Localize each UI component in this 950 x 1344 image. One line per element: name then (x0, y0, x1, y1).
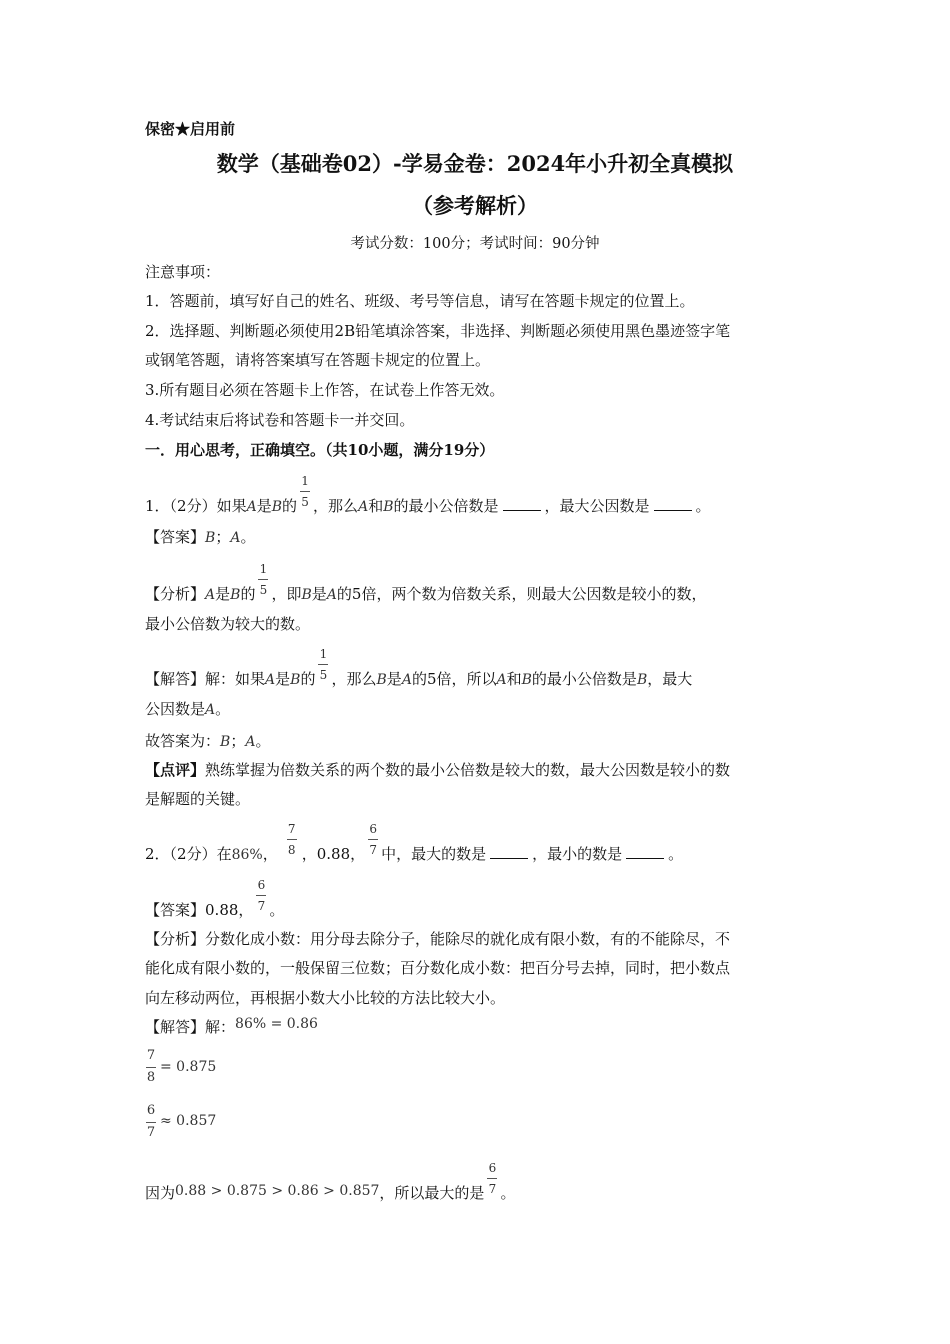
end-mark: 。 (215, 700, 231, 718)
equation: 86% = 0.86 (235, 1016, 318, 1032)
var-b: B (230, 587, 241, 603)
fraction-denominator: 7 (257, 899, 266, 913)
fraction-denominator: 5 (301, 495, 309, 509)
q2-stem-text: ，最小的数是 (532, 845, 623, 863)
q1-stem-text: 和 (368, 497, 384, 515)
solution-text: 公因数是 (145, 700, 206, 718)
answer-label: 【答案】 (145, 901, 206, 919)
q1-stem-text: 1．（2分）如果 (145, 497, 247, 515)
q2-solution (145, 1017, 318, 1038)
fraction-numerator: 1 (301, 474, 309, 488)
analysis-label: 【分析】 (145, 585, 206, 603)
separator: ， (262, 845, 278, 863)
comment-label: 【点评】 (145, 761, 206, 779)
equation: = 0.875 (160, 1059, 217, 1075)
solution-text: 的 (300, 670, 316, 688)
notes-heading: 注意事项： (145, 263, 221, 281)
analysis-text: 分数化成小数：用分母去除分子，能除尽的就化成有限小数，有的不能除尽，不 (205, 930, 731, 948)
var-b: B (383, 499, 394, 515)
var-a: A (265, 672, 276, 688)
fraction-numerator: 7 (287, 822, 296, 836)
analysis-text: 的 (240, 585, 256, 603)
q1-stem (145, 474, 711, 517)
fraction (486, 1161, 498, 1204)
note-4: 4.考试结束后将试卷和答题卡一并交回。 (145, 411, 415, 429)
var-a: A (246, 499, 257, 515)
q2-analysis-line3: 向左移动两位，再根据小数大小比较的方法比较大小。 (145, 989, 506, 1007)
var-a: A (230, 530, 241, 546)
answer-blank (503, 496, 541, 511)
end-mark: 。 (240, 528, 256, 546)
analysis-label: 【分析】 (145, 930, 206, 948)
fraction-numerator: 7 (146, 1048, 156, 1063)
note-2a: 2．选择题、判断题必须使用2B铅笔填涂答案，非选择、判断题必须使用黑色墨迹签字笔 (145, 322, 731, 340)
q1-analysis-line2: 最小公倍数为较大的数。 (145, 615, 311, 633)
q1-comment-line2: 是解题的关键。 (145, 790, 251, 808)
solution-text: 的最小公倍数是 (531, 670, 637, 688)
var-b: B (220, 734, 231, 750)
fraction-denominator: 7 (146, 1125, 156, 1140)
document-title: 数学（基础卷02）-学易金卷：2024年小升初全真模拟 (216, 151, 734, 176)
exam-info: 考试分数：100分；考试时间：90分钟 (350, 236, 600, 252)
separator: ； (215, 528, 231, 546)
q2-conclusion (145, 1161, 516, 1204)
note-1: 1．答题前，填写好自己的姓名、班级、考号等信息，请写在答题卡规定的位置上。 (145, 292, 695, 310)
inequality: 0.88 > 0.875 > 0.86 > 0.857 (175, 1183, 380, 1199)
solution-label: 【解答】 (145, 1018, 206, 1036)
q1-stem-text: ，最大公因数是 (544, 497, 650, 515)
solution-text: 是 (275, 670, 291, 688)
q2-analysis (145, 929, 730, 949)
fraction-numerator: 6 (488, 1161, 497, 1175)
solution-label: 【解答】 (145, 670, 206, 688)
note-2b: 或钢笔答题，请将答案填写在答题卡规定的位置上。 (145, 351, 491, 369)
q1-comment (145, 760, 730, 780)
var-b: B (301, 587, 312, 603)
solution-text: 解：如果 (205, 670, 266, 688)
var-b: B (290, 672, 301, 688)
analysis-text: ，即 (271, 585, 302, 603)
var-b: B (205, 530, 216, 546)
q1-stem-text: 是 (256, 497, 272, 515)
fraction-numerator: 1 (259, 562, 268, 576)
note-3: 3.所有题目必须在答题卡上作答，在试卷上作答无效。 (145, 381, 505, 399)
var-b: B (271, 499, 283, 515)
q1-solution (145, 647, 693, 690)
comment-text: 熟练掌握为倍数关系的两个数的最小公倍数是较大的数，最大公因数是较小的数 (205, 761, 731, 779)
analysis-text: 是 (215, 585, 231, 603)
q2-stem-text: 中，最大的数是 (381, 845, 487, 863)
var-a: A (205, 702, 216, 718)
var-a: A (358, 499, 369, 515)
fraction (299, 474, 311, 517)
var-b: B (376, 672, 387, 688)
fraction-denominator: 5 (319, 668, 328, 682)
document-subtitle: （参考解析） (412, 193, 538, 218)
var-a: A (245, 734, 256, 750)
q1-stem-text: 的最小公倍数是 (393, 497, 499, 515)
answer-text: 0.88， (205, 901, 254, 919)
q1-stem-text: ，那么 (313, 497, 359, 515)
q2-stem-text: 。 (668, 845, 684, 863)
solution-text: 和 (506, 670, 522, 688)
equation: ≈ 0.857 (160, 1113, 217, 1129)
q1-analysis (145, 562, 707, 605)
fraction-numerator: 6 (257, 878, 266, 892)
final-text: 故答案为： (145, 732, 221, 750)
end-mark: 。 (269, 901, 285, 919)
answer-blank (626, 844, 664, 859)
fraction-denominator: 8 (146, 1070, 156, 1085)
var-b: B (636, 672, 648, 688)
end-mark: 。 (255, 732, 271, 750)
solution-text: 的5倍，所以 (411, 670, 497, 688)
answer-blank (654, 496, 692, 511)
q1-stem-text: 的 (282, 497, 298, 515)
var-a: A (401, 672, 412, 688)
q2-stem (145, 822, 684, 865)
fraction-bar (146, 1122, 156, 1123)
solution-text: 是 (386, 670, 402, 688)
conclusion-text: 因为 (145, 1184, 176, 1202)
solution-text: ，最大 (647, 670, 693, 688)
fraction (286, 822, 298, 865)
end-mark: 。 (500, 1184, 516, 1202)
fraction-denominator: 7 (369, 843, 377, 857)
q2-analysis-line2: 能化成有限小数的，一般保留三位数；百分数化成小数：把百分号去掉，同时，把小数点 (145, 959, 731, 977)
separator: ； (230, 732, 246, 750)
var-b: B (521, 672, 532, 688)
q1-solution-line2 (145, 699, 230, 720)
conclusion-text: ，所以最大的是 (379, 1184, 485, 1202)
solution-text: 解： (205, 1018, 236, 1036)
fraction (317, 647, 329, 690)
var-a: A (205, 587, 216, 603)
answer-blank (490, 844, 528, 859)
var-a: A (326, 587, 337, 603)
fraction (255, 878, 267, 921)
fraction-denominator: 8 (287, 843, 296, 857)
var-a: A (496, 672, 507, 688)
q1-stem-text: 。 (695, 497, 711, 515)
fraction (257, 562, 269, 605)
q1-final-answer (145, 731, 270, 752)
fraction-bar (146, 1067, 156, 1068)
fraction-denominator: 7 (488, 1182, 497, 1196)
answer-label: 【答案】 (145, 528, 206, 546)
confidential-label: 保密★启用前 (145, 120, 236, 138)
q2-stem-text: ，0.88， (301, 845, 366, 863)
analysis-text: 是 (311, 585, 327, 603)
q2-stem-text: 2．（2分）在 (145, 845, 232, 863)
solution-text: ，那么 (331, 670, 377, 688)
fraction-numerator: 1 (319, 647, 328, 661)
fraction-numerator: 6 (146, 1103, 156, 1118)
q2-answer (145, 878, 285, 921)
q1-answer (145, 527, 255, 548)
percent-value: 86% (231, 847, 263, 863)
section-heading: 一．用心思考，正确填空。（共10小题，满分19分） (145, 441, 495, 459)
fraction (367, 822, 379, 865)
fraction-numerator: 6 (369, 822, 377, 836)
analysis-text: 的5倍，两个数为倍数关系，则最大公因数是较小的数， (336, 585, 707, 603)
fraction-denominator: 5 (259, 583, 268, 597)
